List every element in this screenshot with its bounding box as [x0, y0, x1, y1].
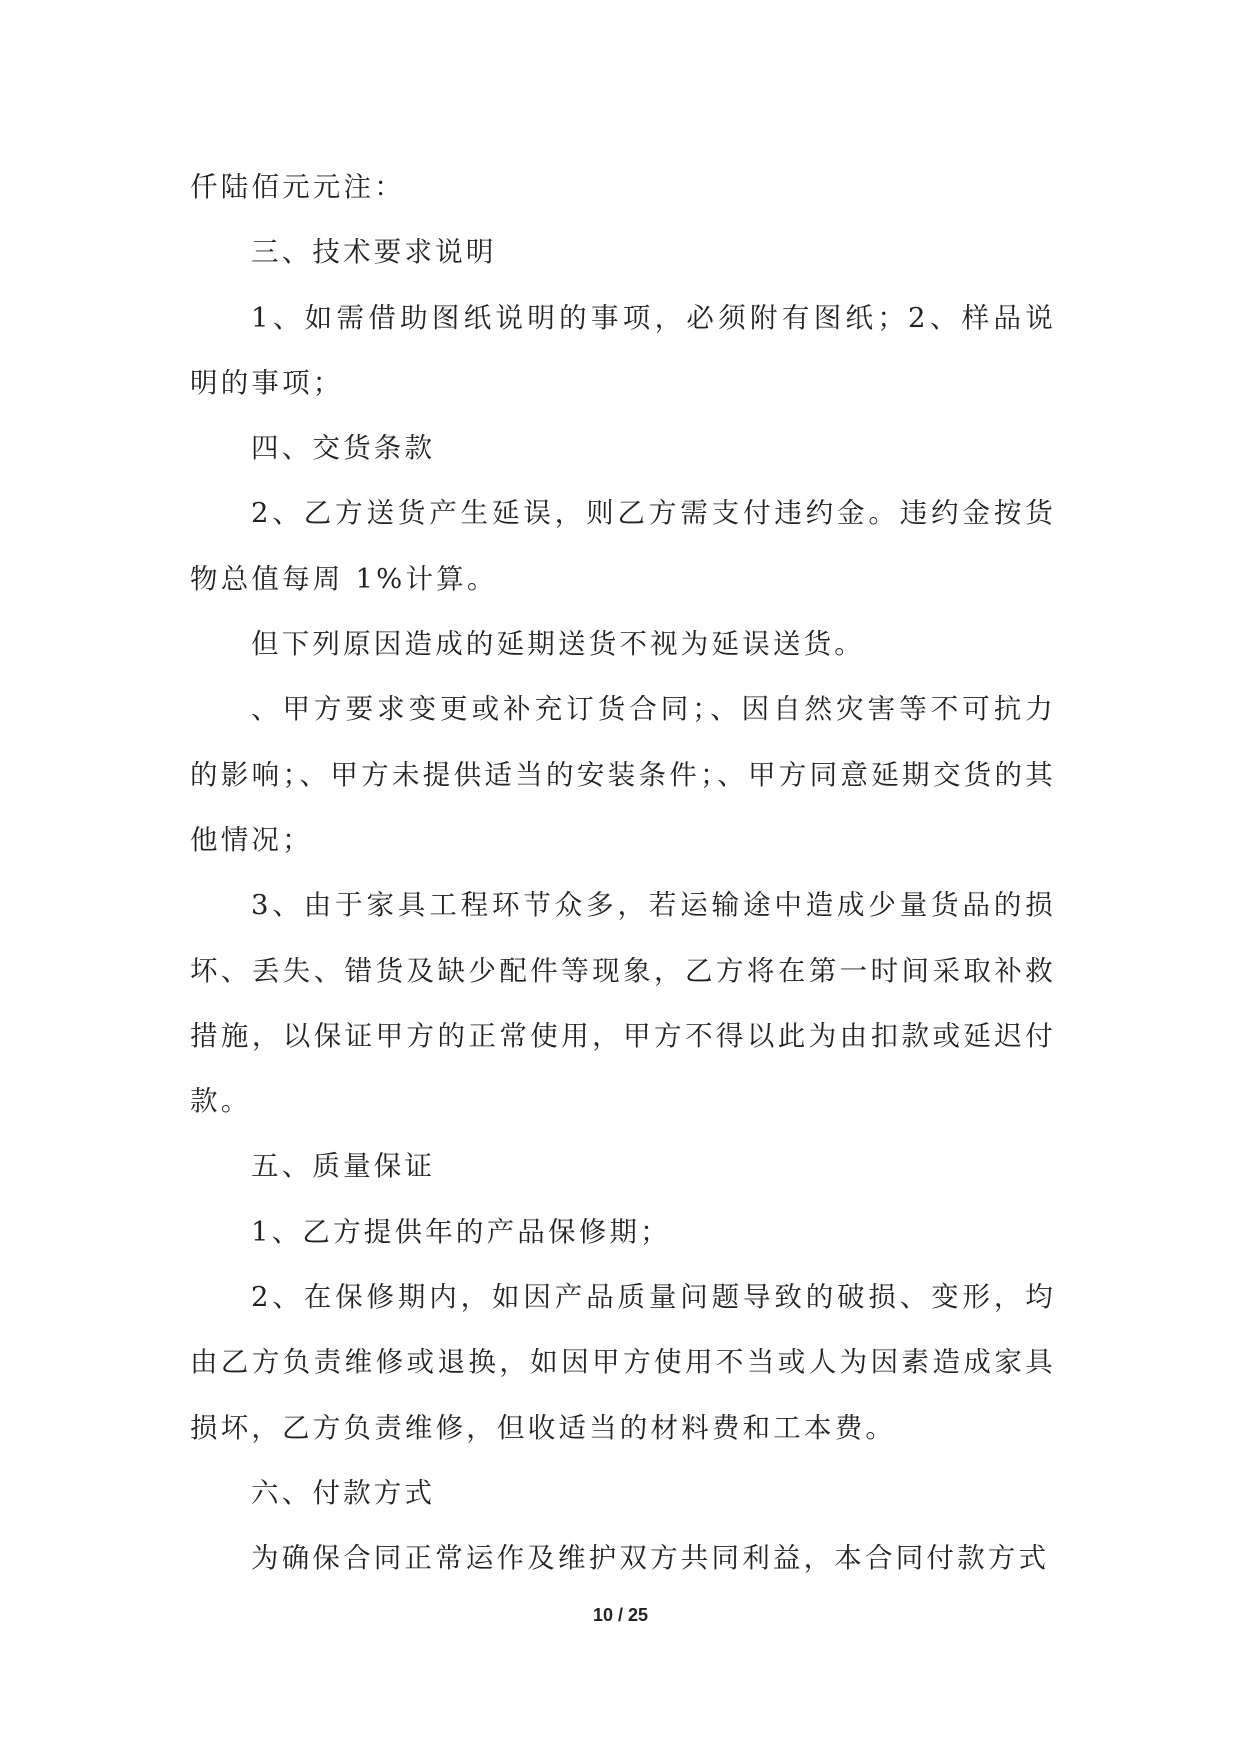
paragraph-warranty-repair: 2、在保修期内，如因产品质量问题导致的破损、变形，均由乙方负责维修或退换，如因甲方使用不当或人为因素造成家具损坏，乙方负责维修，但收适当的材料费和工本费。 — [190, 1281, 1056, 1444]
paragraph-delay-exceptions: 但下列原因造成的延期送货不视为延误送货。 — [251, 628, 865, 661]
paragraph-amount-note: 仟陆佰元元注： — [190, 171, 405, 203]
paragraph-drawings-samples: 1、如需借助图纸说明的事项，必须附有图纸；2、样品说明的事项； — [190, 301, 1056, 399]
heading-technical-requirements: 三、技术要求说明 — [251, 236, 497, 269]
document-body — [190, 155, 1056, 1592]
paragraph-delay-penalty: 2、乙方送货产生延误，则乙方需支付违约金。违约金按货物总值每周 1%计算。 — [190, 497, 1056, 595]
paragraph-warranty-period: 1、乙方提供年的产品保修期； — [251, 1215, 671, 1248]
paragraph-payment-terms: 为确保合同正常运作及维护双方共同利益，本合同付款方式 — [251, 1542, 1050, 1575]
paragraph-exception-list: 、甲方要求变更或补充订货合同；、因自然灾害等不可抗力的影响；、甲方未提供适当的安装条件；、甲方同意延期交货的其他情况； — [190, 693, 1056, 856]
page-number: 10 / 25 — [592, 1605, 649, 1625]
heading-delivery-terms: 四、交货条款 — [251, 432, 436, 465]
paragraph-transport-damage: 3、由于家具工程环节众多，若运输途中造成少量货品的损坏、丢失、错货及缺少配件等现象，乙方将在第一时间采取补救措施，以保证甲方的正常使用，甲方不得以此为由扣款或延迟付款。 — [190, 889, 1056, 1118]
heading-payment-method: 六、付款方式 — [251, 1476, 436, 1509]
heading-quality-guarantee: 五、质量保证 — [251, 1150, 436, 1183]
